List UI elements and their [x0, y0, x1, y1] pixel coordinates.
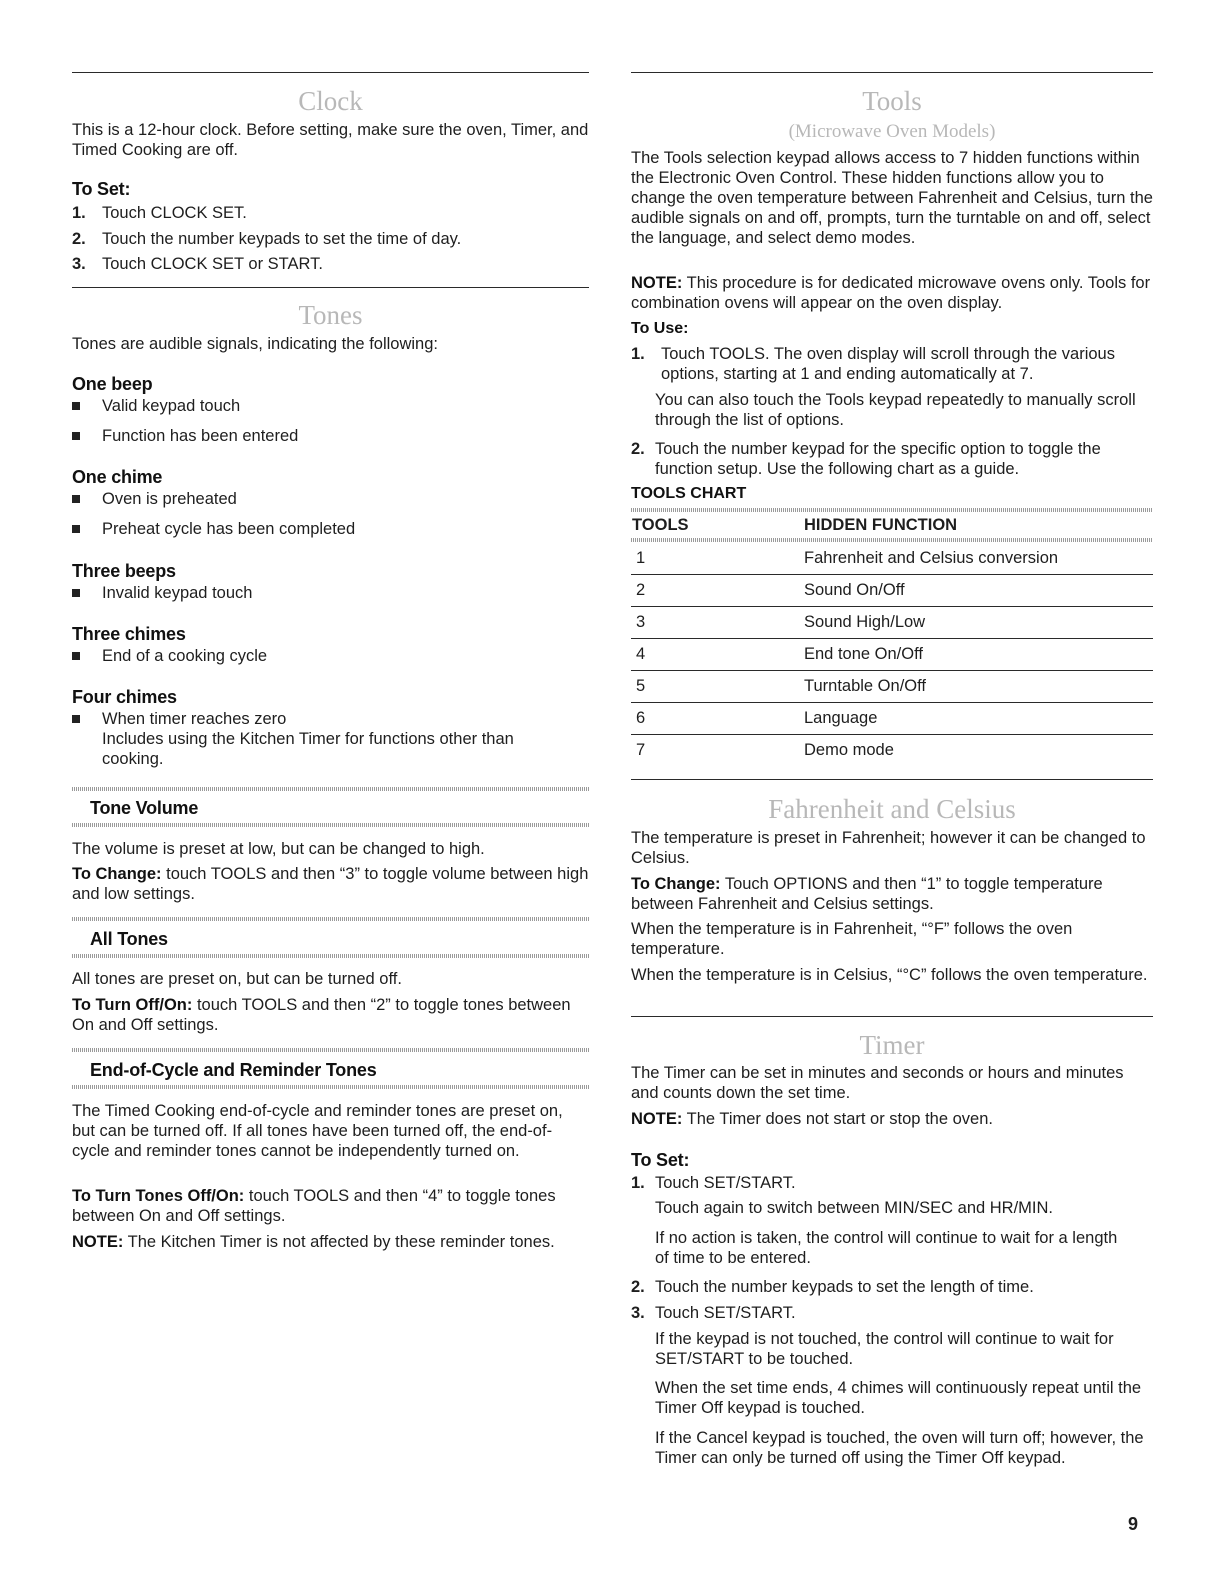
subheading-bar — [72, 917, 589, 921]
tools-intro: The Tools selection keypad allows access to 7 hidden functions within the Electronic Oven Control. These hidden functions allow you to change the oven temperature between Fahrenheit and Celsius, turn the audible signals on and off, prompts, turn the turntable on and off, select the language, and select demo modes. — [631, 149, 1153, 247]
bullet-icon — [72, 402, 80, 410]
tools-chart-title: TOOLS CHART — [631, 485, 747, 502]
table-header-cell: HIDDEN FUNCTION — [804, 516, 958, 534]
table-header-bar — [631, 538, 1153, 542]
tone-group-heading: Four chimes — [72, 687, 177, 707]
fahrenheit-change: To Change: Touch OPTIONS and then “1” to toggle temperature between Fahrenheit and Celsius settings. — [631, 875, 1103, 913]
timer-step-sub: Touch again to switch between MIN/SEC and HR/MIN. — [655, 1199, 1054, 1217]
table-cell: 2 — [636, 581, 646, 599]
section-rule — [631, 1016, 1153, 1017]
table-header — [631, 513, 1153, 537]
table-cell: Fahrenheit and Celsius conversion — [804, 549, 1059, 567]
subheading-bar — [72, 1085, 589, 1089]
section-rule — [72, 287, 589, 288]
end-of-cycle-change: To Turn Tones Off/On: touch TOOLS and then “4” to toggle tones between On and Off settings. — [72, 1187, 556, 1225]
clock-title: Clock — [298, 86, 363, 116]
all-tones-text: All tones are preset on, but can be turned off. — [72, 970, 402, 988]
bullet-icon — [72, 589, 80, 597]
tools-title: Tools — [862, 86, 922, 116]
subheading-bar — [72, 1048, 589, 1052]
fahrenheit-intro: The temperature is preset in Fahrenheit; however it can be changed to Celsius. — [631, 829, 1146, 867]
tools-subtitle: (Microwave Oven Models) — [788, 121, 996, 142]
tone-group-heading: Three beeps — [72, 561, 176, 581]
table-cell: 3 — [636, 613, 646, 631]
section-rule — [72, 72, 589, 73]
table-cell: Language — [804, 709, 878, 727]
tools-step-sub: You can also touch the Tools keypad repeatedly to manually scroll through the list of options. — [655, 391, 1136, 429]
timer-to-set-heading: To Set: — [631, 1150, 690, 1170]
subheading-bar — [72, 787, 589, 791]
fahrenheit-f-text: When the temperature is in Fahrenheit, “°F” follows the oven temperature. — [631, 920, 1073, 958]
bullet-icon — [72, 652, 80, 660]
table-header-bar — [631, 508, 1153, 512]
table-header-cell: TOOLS — [632, 516, 689, 534]
table-row — [631, 607, 1153, 639]
fahrenheit-c-text: When the temperature is in Celsius, “°C” follows the oven temperature. — [631, 966, 1148, 984]
table-cell: End tone On/Off — [804, 645, 923, 663]
timer-intro: The Timer can be set in minutes and seconds or hours and minutes and counts down the set time. — [631, 1064, 1124, 1102]
bullet-icon — [72, 495, 80, 503]
tone-volume-change: To Change: touch TOOLS and then “3” to toggle volume between high and low settings. — [72, 865, 589, 903]
clock-to-set-heading: To Set: — [72, 179, 131, 199]
end-of-cycle-heading: End-of-Cycle and Reminder Tones — [90, 1060, 377, 1080]
table-cell: 1 — [636, 549, 646, 567]
tools-to-use-heading: To Use: — [631, 320, 689, 337]
tone-group-heading: One beep — [72, 374, 153, 394]
all-tones-heading: All Tones — [90, 929, 168, 949]
end-of-cycle-note: NOTE: The Kitchen Timer is not affected by these reminder tones. — [72, 1233, 555, 1251]
table-row — [631, 671, 1153, 703]
table-cell: Demo mode — [804, 741, 894, 759]
table-row — [631, 639, 1153, 671]
tones-intro: Tones are audible signals, indicating the following: — [72, 335, 438, 353]
page-number: 9 — [1128, 1514, 1139, 1534]
table-cell: Turntable On/Off — [804, 677, 926, 695]
bullet-icon — [72, 432, 80, 440]
tone-group-heading: One chime — [72, 467, 163, 487]
table-cell: Sound On/Off — [804, 581, 905, 599]
fahrenheit-title: Fahrenheit and Celsius — [768, 794, 1016, 824]
timer-step-sub: If no action is taken, the control will continue to wait for a length of time to be entered. — [655, 1229, 1118, 1267]
section-rule — [631, 72, 1153, 73]
table-cell: 6 — [636, 709, 646, 727]
tone-volume-text: The volume is preset at low, but can be changed to high. — [72, 840, 485, 858]
bullet-icon — [72, 715, 80, 723]
timer-note: NOTE: The Timer does not start or stop the oven. — [631, 1110, 993, 1128]
timer-step-sub: When the set time ends, 4 chimes will continuously repeat until the Timer Off keypad is touched. — [655, 1379, 1142, 1417]
table-row — [631, 543, 1153, 575]
all-tones-change: To Turn Off/On: touch TOOLS and then “2” to toggle tones between On and Off settings. — [72, 996, 571, 1034]
tone-group-heading: Three chimes — [72, 624, 186, 644]
table-cell: Sound High/Low — [804, 613, 926, 631]
end-of-cycle-text: The Timed Cooking end-of-cycle and reminder tones are preset on, but can be turned off. If all tones have been turned off, the end-of-cycle and reminder tones cannot be independently turned on. — [72, 1102, 563, 1160]
table-row — [631, 703, 1153, 735]
clock-intro: This is a 12-hour clock. Before setting, make sure the oven, Timer, and Timed Cooking are off. — [72, 121, 589, 159]
table-cell: 5 — [636, 677, 646, 695]
tools-note: NOTE: This procedure is for dedicated microwave ovens only. Tools for combination ovens will appear on the oven display. — [631, 274, 1151, 312]
table-row — [631, 575, 1153, 607]
subheading-bar — [72, 954, 589, 958]
tone-group-note: Includes using the Kitchen Timer for functions other than cooking. — [102, 730, 514, 768]
table-row — [631, 735, 1153, 766]
table-cell: 4 — [636, 645, 646, 663]
tones-title: Tones — [298, 300, 363, 330]
timer-title: Timer — [859, 1030, 925, 1060]
tone-volume-heading: Tone Volume — [90, 798, 199, 818]
timer-step-sub: If the Cancel keypad is touched, the oven will turn off; however, the Timer can only be turned off using the Timer Off keypad. — [655, 1429, 1144, 1467]
table-cell: 7 — [636, 741, 646, 759]
bullet-icon — [72, 525, 80, 533]
section-rule — [631, 779, 1153, 780]
timer-step-sub: If the keypad is not touched, the control will continue to wait for SET/START to be touched. — [655, 1330, 1114, 1368]
subheading-bar — [72, 823, 589, 827]
